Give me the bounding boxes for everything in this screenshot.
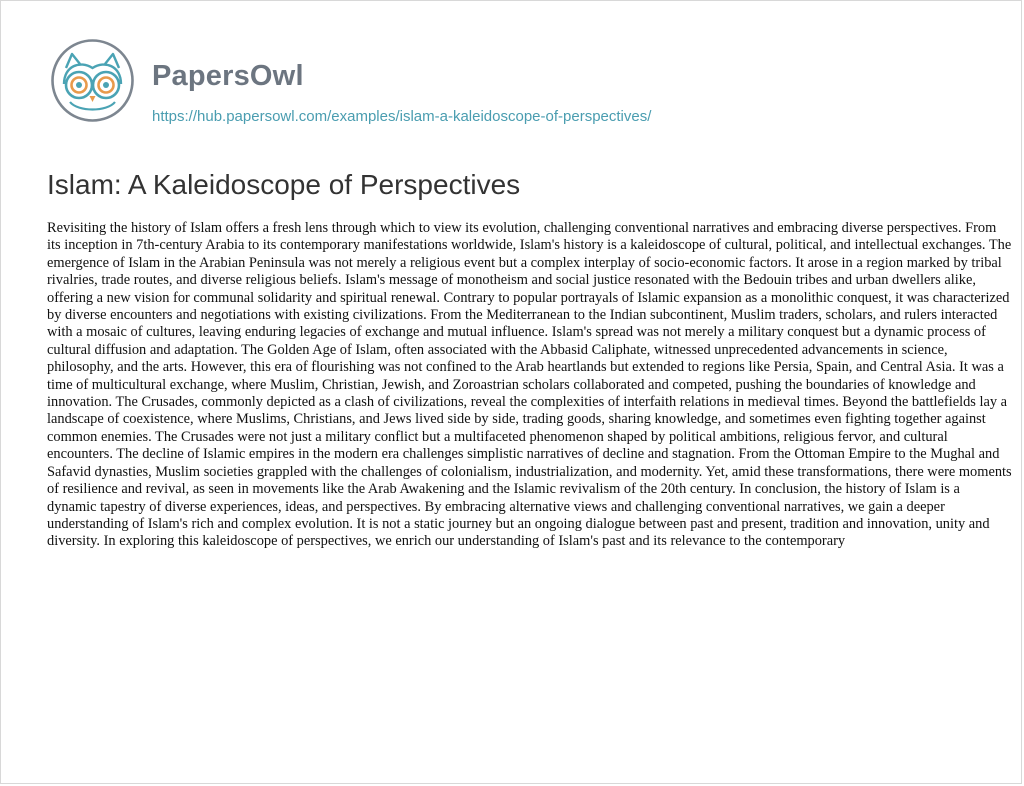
brand-name: PapersOwl bbox=[152, 60, 304, 92]
header bbox=[50, 38, 990, 138]
source-url-link[interactable]: https://hub.papersowl.com/examples/islam-a-kaleidoscope-of-perspectives/ bbox=[152, 108, 652, 125]
owl-logo-icon bbox=[50, 38, 135, 123]
document-body: Revisiting the history of Islam offers a fresh lens through which to view its evolution, challenging conventional narratives and embracing diverse perspectives. From its inception in 7th-century Arabia to its contemporary manifestations worldwide, Islam's history is a kaleidoscope of cultural, political, and intellectual exchanges. The emergence of Islam in the Arabian Peninsula was not merely a religious event but a complex interplay of socio-economic factors. It arose in a region marked by tribal rivalries, trade routes, and diverse religious beliefs. Islam's message of monotheism and social justice resonated with the Bedouin tribes and urban dwellers alike, offering a new vision for communal solidarity and spiritual renewal. Contrary to popular portrayals of Islamic expansion as a monolithic conquest, it was characterized by diverse encounters and negotiations with existing civilizations. From the Mediterranean to the Indian subcontinent, Muslim traders, scholars, and rulers interacted with a mosaic of cultures, leaving enduring legacies of exchange and mutual influence. Islam's spread was not merely a military conquest but a dynamic process of cultural diffusion and adaptation. The Golden Age of Islam, often associated with the Abbasid Caliphate, witnessed unprecedented advancements in science, philosophy, and the arts. However, this era of flourishing was not confined to the Arab heartlands but extended to regions like Persia, Spain, and Central Asia. It was a time of multicultural exchange, where Muslim, Christian, Jewish, and Zoroastrian scholars collaborated and competed, pushing the boundaries of knowledge and innovation. The Crusades, commonly depicted as a clash of civilizations, reveal the complexities of interfaith relations in medieval times. Beyond the battlefields lay a landscape of coexistence, where Muslims, Christians, and Jews lived side by side, trading goods, sharing knowledge, and sometimes even fighting together against common enemies. The Crusades were not just a military conflict but a multifaceted phenomenon shaped by political ambitions, religious fervor, and cultural encounters. The decline of Islamic empires in the modern era challenges simplistic narratives of decline and stagnation. From the Ottoman Empire to the Mughal and Safavid dynasties, Muslim societies grappled with the challenges of colonialism, industrialization, and modernity. Yet, amid these transformations, there were moments of resilience and revival, as seen in movements like the Arab Awakening and the Islamic revivalism of the 20th century. In conclusion, the history of Islam is a dynamic tapestry of diverse experiences, ideas, and perspectives. By embracing alternative views and challenging conventional narratives, we gain a deeper understanding of Islam's rich and complex evolution. It is not a static journey but an ongoing dialogue between past and present, tradition and innovation, unity and diversity. In exploring this kaleidoscope of perspectives, we enrich our understanding of Islam's past and its relevance to the contemporary bbox=[47, 220, 1012, 550]
document-title: Islam: A Kaleidoscope of Perspectives bbox=[47, 169, 521, 200]
